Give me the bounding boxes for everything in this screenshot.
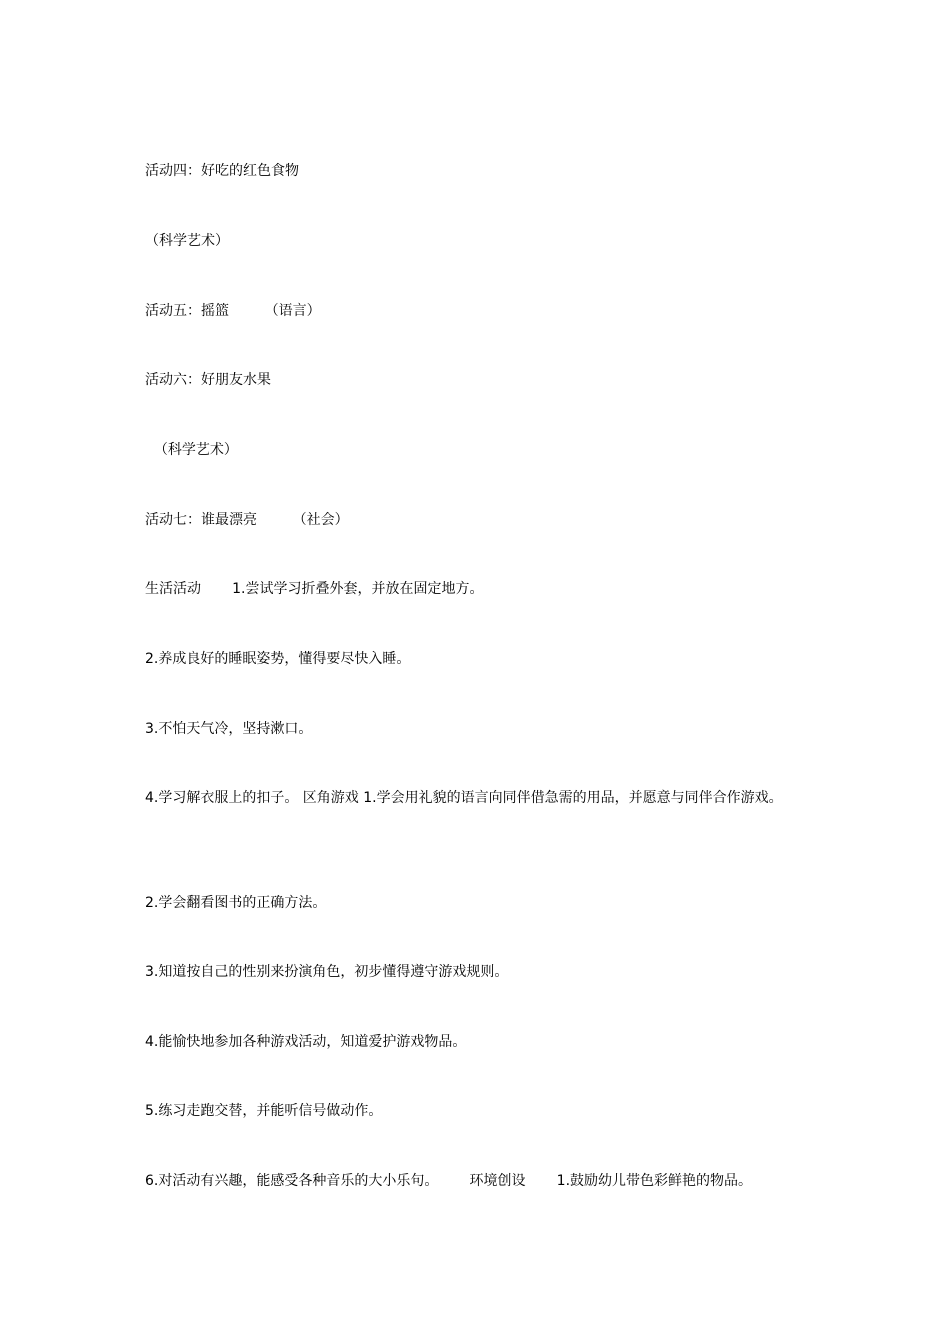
activity-5-title: 活动五：摇篮 （语言） xyxy=(145,303,321,319)
corner-games-item-2: 2.学会翻看图书的正确方法。 xyxy=(145,895,327,911)
life-activity-item-2: 2.养成良好的睡眠姿势，懂得要尽快入睡。 xyxy=(145,651,411,667)
corner-games-item-5: 5.练习走跑交替，并能听信号做动作。 xyxy=(145,1103,383,1119)
activity-6-title: 活动六：好朋友水果 xyxy=(145,372,271,388)
life-activity-item-3: 3.不怕天气冷，坚持漱口。 xyxy=(145,721,313,737)
activity-6-subject: （科学艺术） xyxy=(145,442,238,458)
life-activity-item-1: 生活活动 1.尝试学习折叠外套，并放在固定地方。 xyxy=(145,581,484,597)
activity-7-title: 活动七：谁最漂亮 （社会） xyxy=(145,512,349,528)
activity-4-title: 活动四：好吃的红色食物 xyxy=(145,163,299,179)
corner-games-item-3: 3.知道按自己的性别来扮演角色，初步懂得遵守游戏规则。 xyxy=(145,964,509,980)
corner-games-item-6-environment-item-1: 6.对活动有兴趣，能感受各种音乐的大小乐句。 环境创设 1.鼓励幼儿带色彩鲜艳的物品。 xyxy=(145,1173,753,1189)
corner-games-item-4: 4.能愉快地参加各种游戏活动，知道爱护游戏物品。 xyxy=(145,1034,467,1050)
activity-4-subject: （科学艺术） xyxy=(145,233,229,249)
life-activity-item-4-corner-games-item-1: 4.学习解衣服上的扣子。 区角游戏 1.学会用礼貌的语言向同伴借急需的用品，并愿意与同伴合作游戏。 xyxy=(145,790,783,806)
